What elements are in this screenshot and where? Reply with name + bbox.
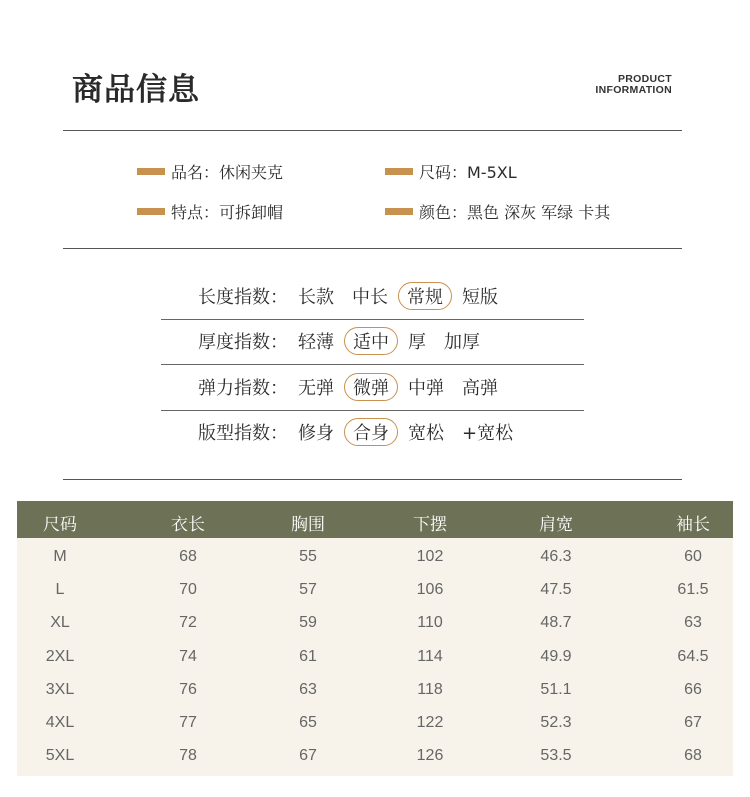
- column-header: 下摆: [413, 515, 447, 535]
- index-option-3: 中弹: [408, 378, 444, 399]
- index-option-1: 长款: [298, 287, 334, 308]
- table-cell: 5XL: [45, 747, 75, 765]
- table-cell: 67: [299, 747, 317, 765]
- table-cell: 126: [416, 747, 444, 765]
- column-header: 肩宽: [539, 515, 573, 535]
- info-size-range-text: 尺码：M-5XL: [419, 163, 517, 182]
- accent-bar: [137, 208, 165, 215]
- index-label: 弹力指数：: [198, 378, 288, 399]
- index-option-1: 修身: [298, 423, 334, 444]
- table-cell: 68: [684, 747, 702, 765]
- index-row: [161, 365, 584, 409]
- info-size-range: [385, 160, 517, 183]
- table-cell: 61.5: [677, 581, 709, 599]
- index-option-4: 高弹: [462, 378, 498, 399]
- table-cell: 2XL: [45, 647, 75, 665]
- index-option-4: 加厚: [444, 332, 480, 353]
- english-title-line1: PRODUCT: [617, 73, 672, 85]
- table-cell: 60: [684, 548, 702, 565]
- table-cell: L: [55, 581, 65, 599]
- table-cell: 118: [417, 680, 443, 698]
- column-header: 衣长: [171, 515, 205, 535]
- table-cell: 64.5: [677, 647, 709, 665]
- index-row: [161, 319, 584, 363]
- table-cell: 53.5: [540, 747, 572, 765]
- index-option-selected: 适中: [344, 327, 398, 355]
- column-header: 袖长: [676, 515, 710, 535]
- index-option-4: +宽松: [462, 423, 514, 444]
- accent-bar: [385, 168, 413, 175]
- accent-bar: [137, 168, 165, 175]
- index-label: 版型指数：: [198, 423, 288, 444]
- index-row: [161, 410, 584, 454]
- table-cell: 49.9: [540, 647, 572, 665]
- size-table-header: [17, 501, 733, 538]
- info-product-name: [137, 160, 283, 183]
- index-option-1: 无弹: [298, 378, 334, 399]
- index-option-selected: 合身: [344, 418, 398, 446]
- table-cell: 114: [417, 647, 443, 665]
- table-cell: M: [53, 548, 67, 565]
- index-option-selected: 常规: [398, 282, 452, 310]
- info-feature: [137, 200, 283, 223]
- index-option-1: 轻薄: [298, 332, 334, 353]
- table-cell: 63: [684, 614, 702, 632]
- table-cell: 57: [299, 581, 317, 599]
- table-cell: 66: [684, 680, 702, 698]
- english-title: [595, 74, 672, 96]
- size-table: [17, 501, 733, 776]
- table-cell: 61: [299, 647, 317, 665]
- divider-bottom: [63, 479, 682, 480]
- index-option-selected: 微弹: [344, 373, 398, 401]
- index-label: 长度指数：: [198, 287, 288, 308]
- accent-bar: [385, 208, 413, 215]
- column-header: 胸围: [291, 515, 325, 535]
- table-cell: 65: [299, 714, 317, 731]
- table-cell: 102: [416, 548, 444, 565]
- index-option-2: 中长: [352, 287, 388, 308]
- table-cell: 4XL: [45, 714, 75, 731]
- table-cell: 67: [684, 714, 702, 731]
- table-cell: 74: [179, 647, 197, 665]
- column-header: 尺码: [43, 515, 77, 535]
- info-colors-text: 颜色：黑色 深灰 军绿 卡其: [419, 203, 611, 222]
- table-cell: 63: [299, 680, 317, 698]
- table-cell: 48.7: [540, 614, 572, 632]
- index-label: 厚度指数：: [198, 332, 288, 353]
- table-cell: 110: [417, 614, 443, 632]
- index-option-3: 厚: [408, 332, 426, 353]
- table-cell: 70: [179, 581, 197, 599]
- divider-middle: [63, 248, 682, 249]
- table-cell: 46.3: [540, 548, 572, 565]
- table-cell: 68: [179, 548, 197, 565]
- info-colors: [385, 200, 610, 223]
- info-product-name-text: 品名：休闲夹克: [171, 163, 284, 182]
- table-cell: 106: [416, 581, 444, 599]
- index-option-3: 宽松: [408, 423, 444, 444]
- table-cell: 51.1: [540, 680, 572, 698]
- english-title-line2: INFORMATION: [595, 84, 672, 96]
- table-cell: XL: [50, 614, 70, 632]
- table-cell: 52.3: [540, 714, 572, 731]
- info-feature-text: 特点：可拆卸帽: [171, 203, 284, 222]
- table-cell: 76: [179, 680, 197, 698]
- table-cell: 122: [416, 714, 444, 731]
- table-cell: 3XL: [45, 680, 75, 698]
- page-title: 商品信息: [72, 72, 200, 108]
- table-cell: 78: [179, 747, 197, 765]
- index-option-4: 短版: [462, 287, 498, 308]
- table-cell: 77: [179, 714, 197, 731]
- divider-top: [63, 130, 682, 131]
- table-cell: 47.5: [540, 581, 572, 599]
- table-cell: 59: [299, 614, 317, 632]
- table-cell: 55: [299, 548, 317, 565]
- index-row: [161, 274, 584, 318]
- table-cell: 72: [179, 614, 197, 632]
